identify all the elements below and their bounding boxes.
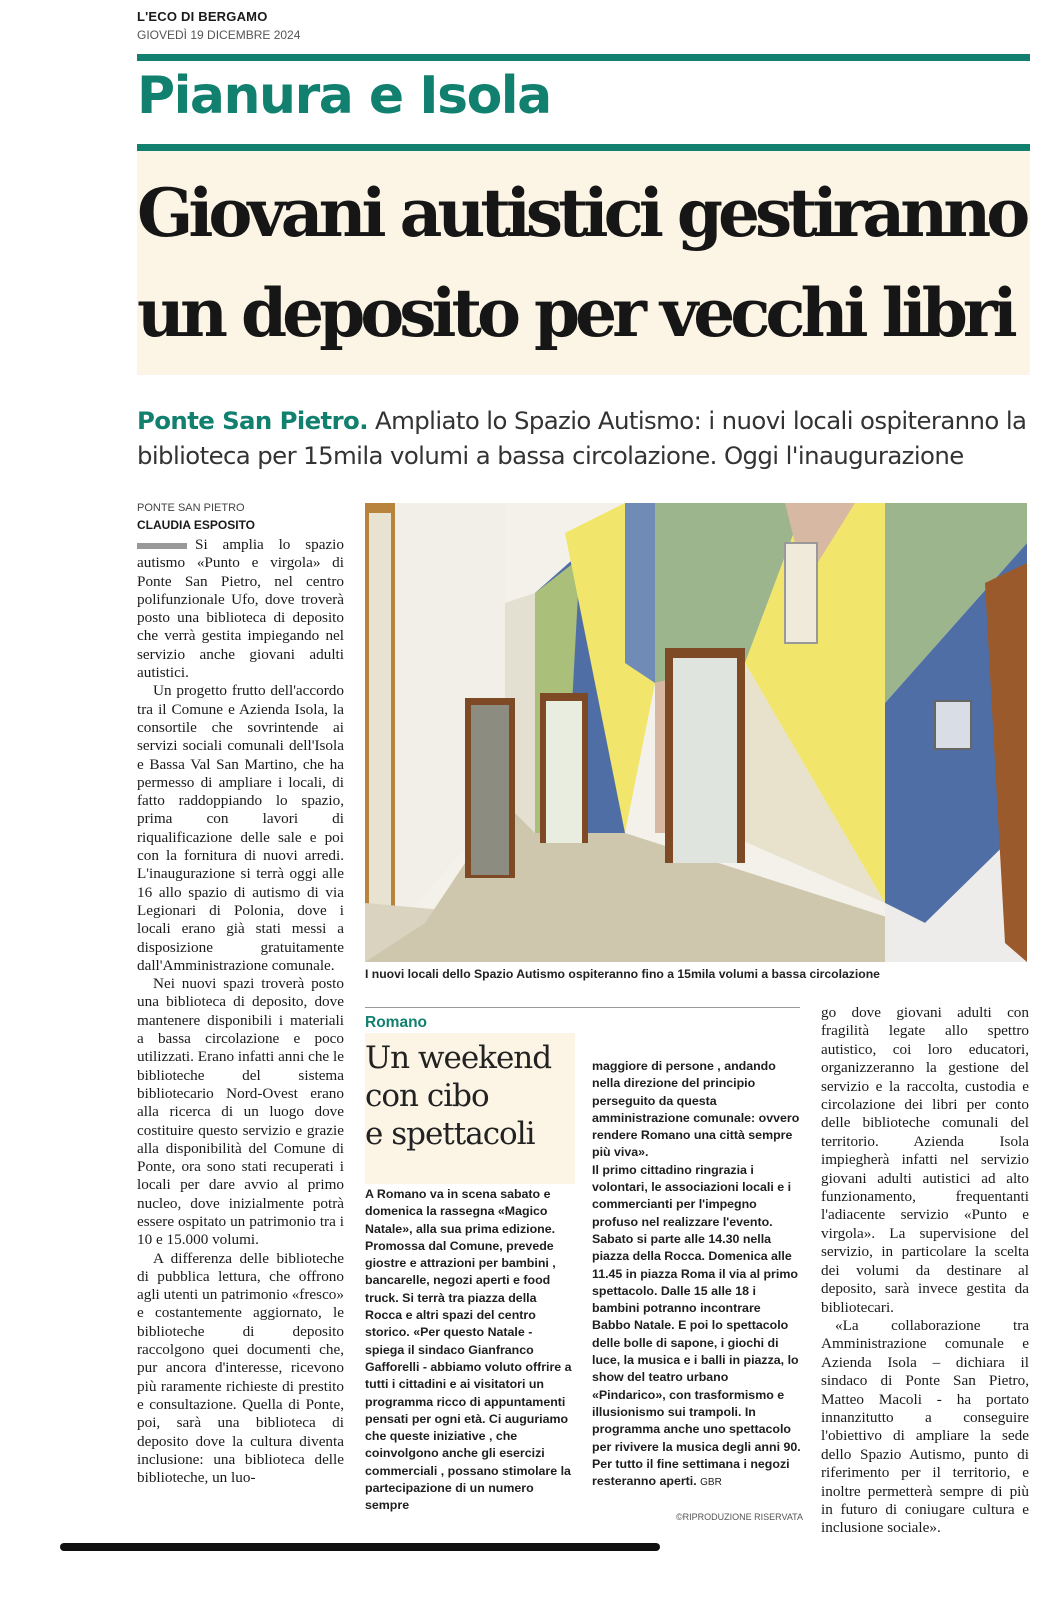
sidebar-paragraph-2: maggiore di persone , andando nella direzione del principio perseguito da questa amministrazione comunale: ovvero rendere Romano una città sempre più viva». <box>592 1059 800 1160</box>
photo-caption: I nuovi locali dello Spazio Autismo ospiteranno fino a 15mila volumi a bassa circolazione <box>365 967 880 981</box>
sidebar-headline-line-1: Un weekend <box>365 1040 552 1076</box>
section-rule-top <box>137 54 1030 61</box>
article-paragraph-4: A differenza delle biblioteche di pubblica lettura, che offrono agli utenti un patrimonio «fresco» e costantemente aggiornato, le biblioteche di deposito raccolgono quei documenti che, pur ancora d'interesse, ricevono più raramente richieste di prestito e consultazione. Quella di Ponte, poi, sarà una biblioteca di deposito dove la cultura diventa inclusione: una biblioteca delle biblioteche, un luo- <box>137 1249 344 1487</box>
sidebar-signature: GBR <box>700 1477 722 1489</box>
article-column-2 <box>821 1004 1029 1538</box>
sidebar-column-2 <box>592 1058 801 1491</box>
article-paragraph-6: «La collaborazione tra Amministrazione comunale e Azienda Isola – dichiara il sindaco di Ponte San Pietro, Matteo Macoli - ha portato innanzitutto a conseguire l'obiettivo di ampliare la sede dello Spazio Autismo, punto di riferimento per il territorio, e inoltre permetterà sempre di più in futuro di coniugare cultura e inclusione sociale». <box>821 1316 1029 1537</box>
byline: CLAUDIA ESPOSITO <box>137 518 256 532</box>
photo-illustration <box>365 503 1027 962</box>
headline <box>137 163 1030 363</box>
dateline: PONTE SAN PIETRO <box>137 502 245 514</box>
deck <box>137 403 1037 473</box>
article-paragraph-5: go dove giovani adulti con fragilità legate allo spettro autistico, coi loro educatori, organizzeranno la gestione del servizio e la raccolta, custodia e circolazione dei libri per conto delle biblioteche comunali del territorio. Azienda Isola impiegherà infatti nel servizio giovani adulti autistici ad alto funzionamento, frequentanti l'adiacente servizio «Punto e virgola». La supervisione del servizio, in particolare la scelta dei volumi da destinare al deposito, sarà invece gestita da bibliotecari. <box>821 1004 1029 1316</box>
headline-line-1: Giovani autistici gestiranno <box>137 174 1026 252</box>
deck-text: Ampliato lo Spazio Autismo: i nuovi locali ospiteranno la biblioteca per 15mila volumi a bassa circolazione. Oggi l'inaugurazione <box>137 406 1027 470</box>
masthead-date: GIOVEDÌ 19 DICEMBRE 2024 <box>137 28 301 42</box>
lead-bar <box>137 543 187 549</box>
sidebar-kicker: Romano <box>365 1014 427 1031</box>
article-paragraph-1 <box>137 536 344 682</box>
section-rule-bottom <box>137 144 1030 151</box>
article-paragraph-2: Un progetto frutto dell'accordo tra il Comune e Azienda Isola, la consortile che sovrintende ai servizi sociali comunali dell'Isola e Bassa Val San Martino, che ha permesso di ampliare i locali, di fatto raddoppiando lo spazio, prima con lavori di riqualificazione delle sale e poi con la fornitura di nuovi arredi. L'inaugurazione si terrà oggi alle 16 allo spazio di autismo di via Legionari di Polonia, dove i locali erano già stati messi a disposizione gratuitamente dall'Amministrazione comunale. <box>137 682 344 974</box>
sidebar-paragraph-3-text: Il primo cittadino ringrazia i volontari, le associazioni locali e i commercianti per l'impegno profuso nel realizzare l'evento. Sabato si parte alle 14.30 nella piazza della Rocca. Domenica alle 11.45 in piazza Roma il via al primo spettacolo. Dalle 15 alle 18 i bambini potranno incontrare Babbo Natale. E poi lo spettacolo delle bolle di sapone, i giochi di luce, la musica e i balli in piazza, lo show del teatro urbano «Pindarico», con trasformismo e illusionismo sui trampoli. In programma anche uno spettacolo per rivivere la musica degli anni 90. Per tutto il fine settimana i negozi resteranno aperti. <box>592 1162 801 1489</box>
sidebar-headline-line-3: e spettacoli <box>365 1116 535 1152</box>
article-paragraph-1-text: Si amplia lo spazio autismo «Punto e virgola» di Ponte San Pietro, nel centro polifunzionale Ufo, dove troverà posto una biblioteca di deposito che verrà gestita impiegando nel servizio anche giovani adulti autistici. <box>137 536 344 682</box>
headline-line-2: un deposito per vecchi libri <box>137 274 1013 352</box>
sidebar-column-1 <box>365 1186 575 1515</box>
masthead-name: L'ECO DI BERGAMO <box>137 9 268 24</box>
section-title: Pianura e Isola <box>137 66 551 126</box>
article-column-1 <box>137 536 344 1487</box>
sidebar-headline-line-2: con cibo <box>365 1078 489 1114</box>
scroll-indicator[interactable] <box>60 1543 660 1551</box>
sidebar-headline <box>365 1039 575 1153</box>
deck-kicker: Ponte San Pietro. <box>137 406 368 435</box>
sidebar-rule <box>365 1007 800 1008</box>
photo-hallway <box>365 503 1027 962</box>
article-paragraph-3: Nei nuovi spazi troverà posto una biblioteca di deposito, dove mantenere disponibili i materiali a bassa circolazione e poco utilizzati. Erano infatti anni che le biblioteche del sistema bibliotecario Nord-Ovest erano alla ricerca di un luogo dove costituire questo servizio e grazie alla disponibilità del Comune di Ponte, ora sono stati recuperati i locali per dare avvio al primo nucleo, dove inizialmente potrà essere ospitato un patrimonio tra i 10 e 15.000 volumi. <box>137 975 344 1249</box>
sidebar-paragraph-3 <box>592 1162 801 1492</box>
sidebar-paragraph-1: A Romano va in scena sabato e domenica la rassegna «Magico Natale», alla sua prima edizione. Promossa dal Comune, prevede giostre e attrazioni per bambini , bancarelle, negozi aperti e food truck. Si terrà tra piazza della Rocca e altri spazi del centro storico. «Per questo Natale - spiega il sindaco Gianfranco Gafforelli - abbiamo voluto offrire a tutti i cittadini e ai visitatori un programma ricco di appuntamenti pensati per ogni età. Ci auguriamo che queste iniziative , che coinvolgono anche gli esercizi commerciali , possano stimolare la partecipazione di un numero sempre <box>365 1187 572 1513</box>
copyright: ©RIPRODUZIONE RISERVATA <box>676 1512 803 1522</box>
